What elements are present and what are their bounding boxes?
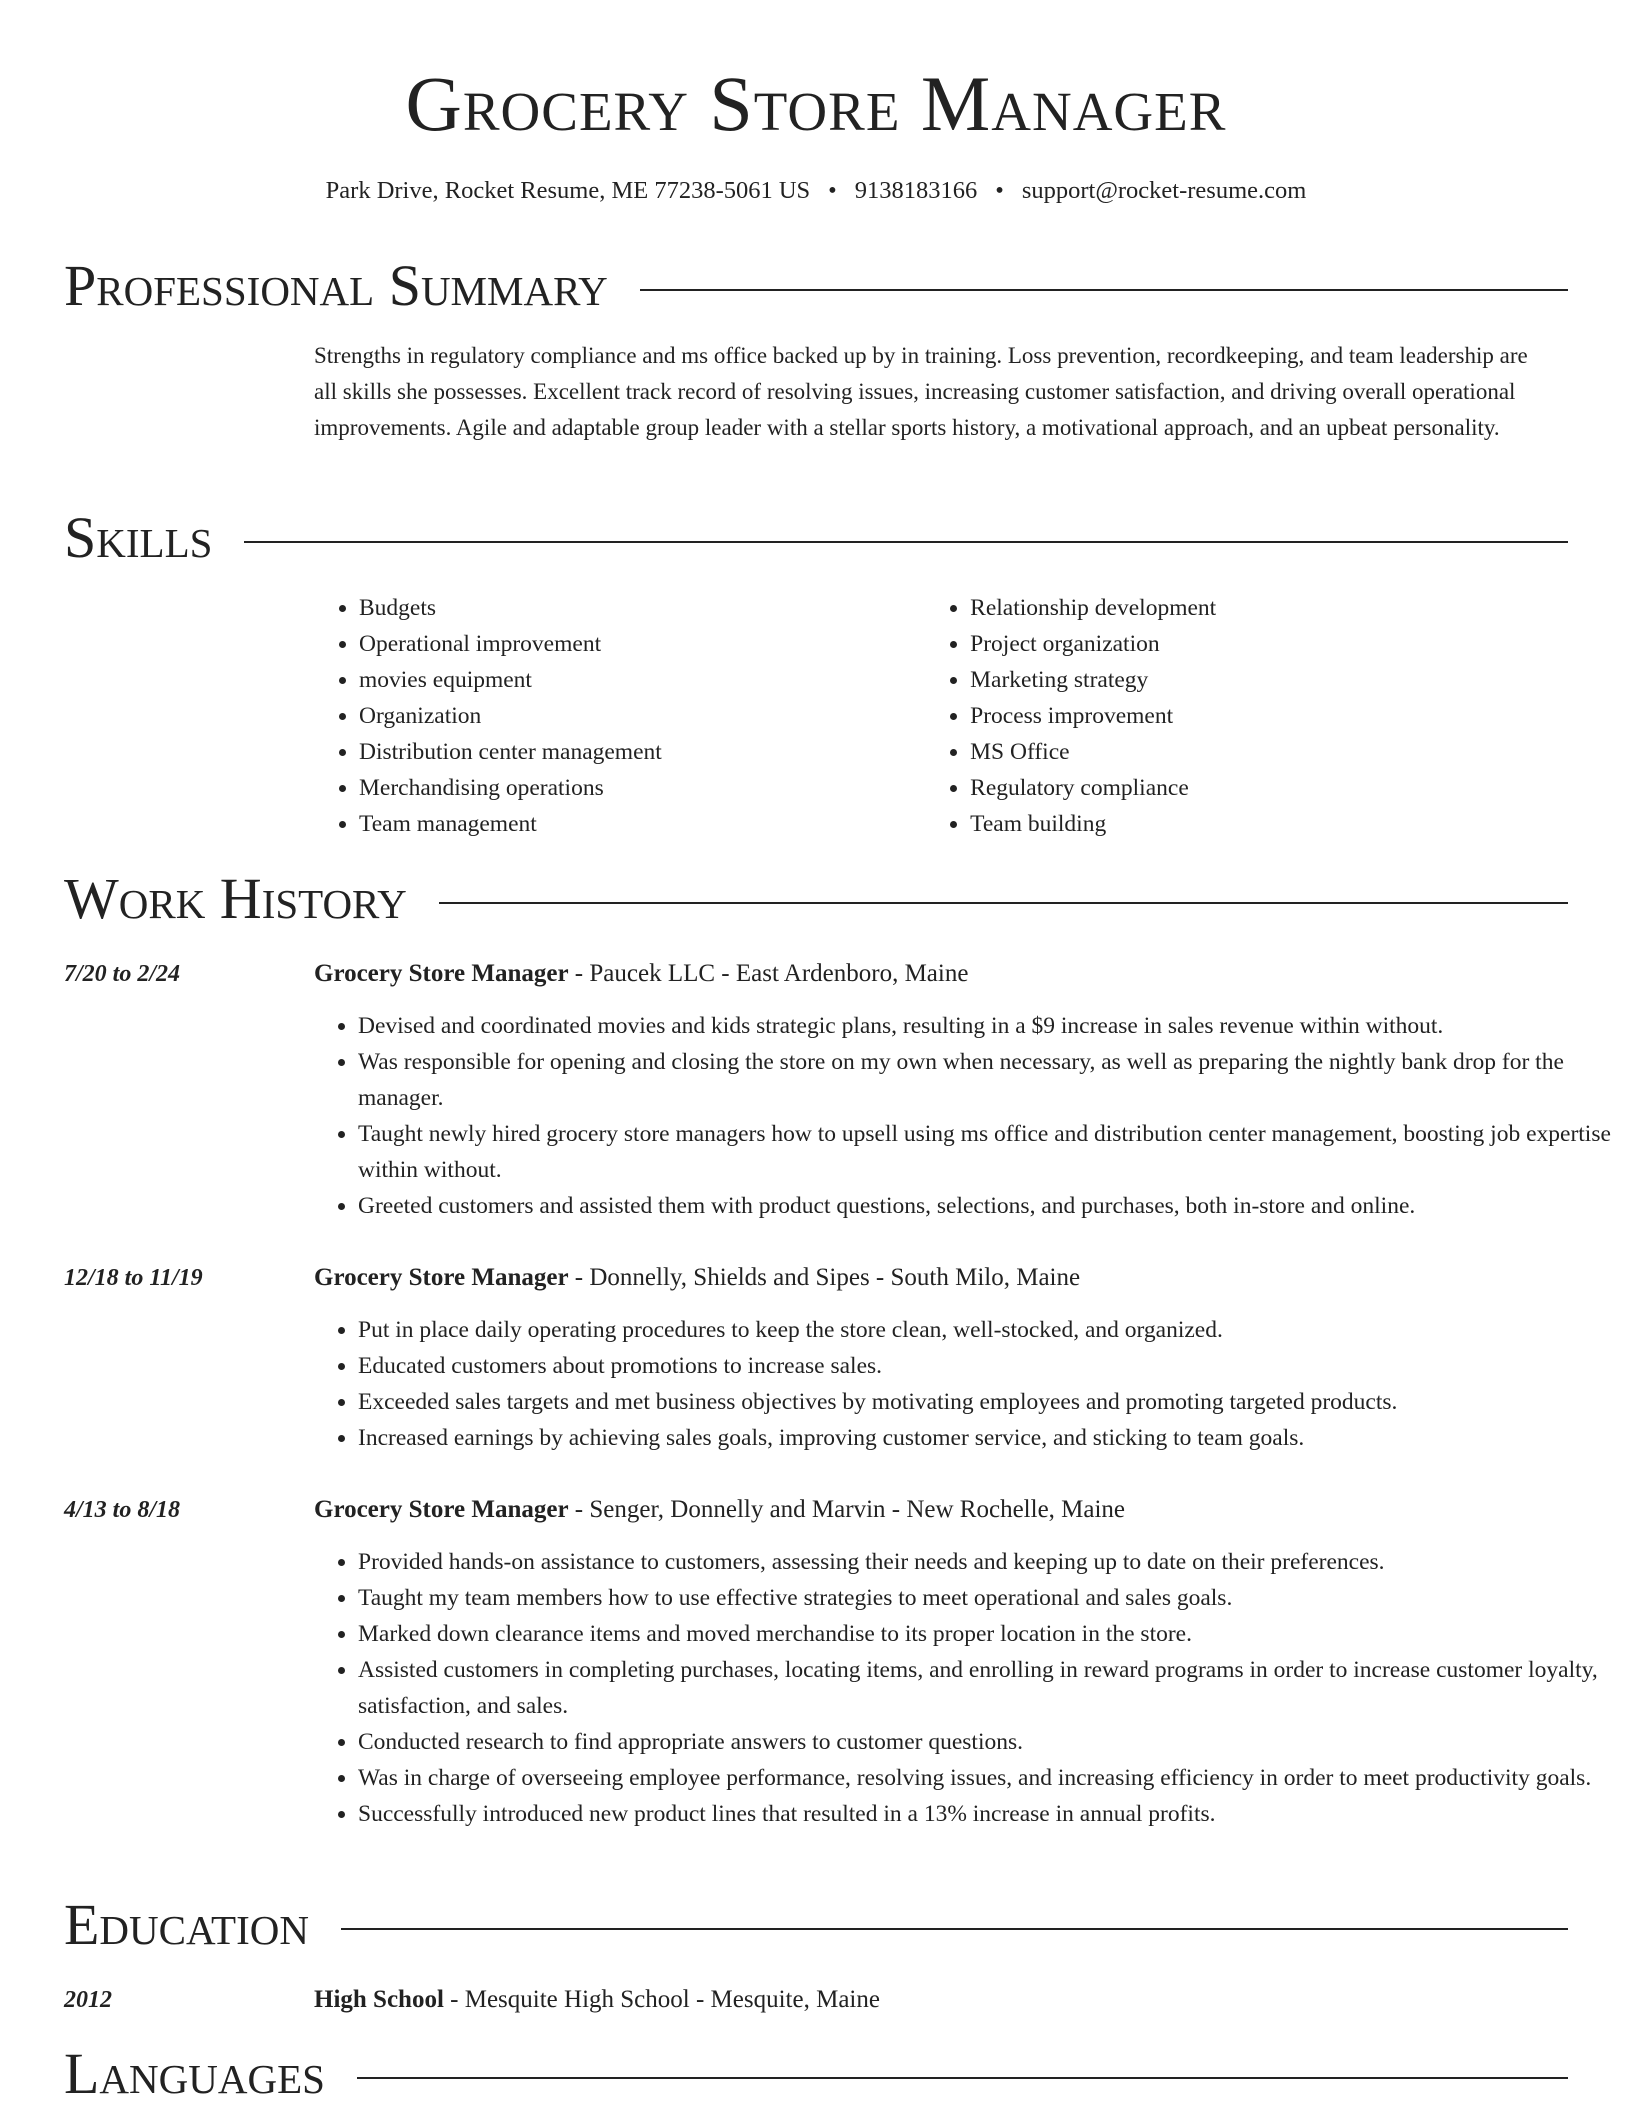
section-header-work-history	[64, 866, 1568, 932]
section-header-skills	[64, 505, 1568, 571]
skill-item: • Merchandising operations	[359, 770, 925, 806]
skill-item: • Regulatory compliance	[970, 770, 1564, 806]
job-duty: • Provided hands-on assistance to customers, assessing their needs and keeping up to date on their preferences.	[358, 1544, 1612, 1580]
section-title-languages: Languages	[64, 2041, 325, 2106]
skill-item: • MS Office	[970, 734, 1564, 770]
job-title-line	[314, 956, 1568, 992]
job-duty: • Exceeded sales targets and met business objectives by motivating employees and promoting targeted products.	[358, 1384, 1612, 1420]
job-duty: • Greeted customers and assisted them with product questions, selections, and purchases, both in-store and online.	[358, 1188, 1612, 1224]
job-title-line	[314, 1492, 1568, 1528]
skill-item: • Marketing strategy	[970, 662, 1564, 698]
job-dates: 12/18 to 11/19	[64, 1265, 203, 1291]
section-title-education: Education	[64, 1892, 309, 1957]
job-duty: • Taught my team members how to use effective strategies to meet operational and sales goals.	[358, 1580, 1612, 1616]
section-divider	[244, 541, 1568, 543]
section-title-work-history: Work History	[64, 866, 407, 931]
section-divider	[439, 902, 1568, 904]
contact-phone: 9138183166	[854, 177, 978, 204]
job-title: Grocery Store Manager	[314, 1496, 569, 1523]
skill-item: • Team management	[359, 806, 925, 842]
job-duty: • Was responsible for opening and closing the store on my own when necessary, as well as preparing the nightly bank drop for the manager.	[358, 1044, 1612, 1116]
skills-column-right	[925, 590, 1564, 842]
job-dates: 7/20 to 2/24	[64, 961, 181, 987]
skill-item: • Team building	[970, 806, 1564, 842]
job-duty: • Conducted research to find appropriate answers to customer questions.	[358, 1724, 1612, 1760]
job-duties	[314, 1544, 1612, 1832]
section-divider	[640, 289, 1568, 291]
section-title-summary: Professional Summary	[64, 253, 608, 318]
job-duty: • Was in charge of overseeing employee performance, resolving issues, and increasing efficiency in order to meet productivity goals.	[358, 1760, 1612, 1796]
professional-summary-text: Strengths in regulatory compliance and ms office backed up by in training. Loss prevention, recordkeeping, and team leadership are all skills she possesses. Excellent track record of resolving issues, increasing customer satisfaction, and driving overall operational improvements. Agile and adaptable group leader with a stellar sports history, a motivational approach, and an upbeat personality.	[314, 343, 1528, 440]
skill-item: • Budgets	[359, 590, 925, 626]
skill-item: • Organization	[359, 698, 925, 734]
job-title-line	[314, 1260, 1568, 1296]
job-duty: • Marked down clearance items and moved merchandise to its proper location in the store.	[358, 1616, 1612, 1652]
job-duty: • Successfully introduced new product lines that resulted in a 13% increase in annual profits.	[358, 1796, 1612, 1832]
skills-column-left	[314, 590, 925, 842]
education-degree: High School	[314, 1986, 444, 2013]
section-divider	[341, 1928, 1568, 1930]
job-employer-location: - Paucek LLC - East Ardenboro, Maine	[568, 960, 969, 987]
education-school-location: - Mesquite High School - Mesquite, Maine	[443, 1986, 880, 2013]
job-dates: 4/13 to 8/18	[64, 1497, 181, 1523]
contact-email: support@rocket-resume.com	[1021, 177, 1307, 204]
skill-item: • Process improvement	[970, 698, 1564, 734]
skill-item: • Project organization	[970, 626, 1564, 662]
job-employer-location: - Donnelly, Shields and Sipes - South Milo, Maine	[568, 1264, 1081, 1291]
skill-item: • Relationship development	[970, 590, 1564, 626]
skill-item: • Distribution center management	[359, 734, 925, 770]
job-duty: • Educated customers about promotions to increase sales.	[358, 1348, 1612, 1384]
job-title: Grocery Store Manager	[314, 1264, 569, 1291]
candidate-name: Grocery Store Manager	[405, 60, 1227, 147]
education-line	[314, 1982, 1568, 2018]
section-divider	[357, 2077, 1568, 2079]
job-duties	[314, 1312, 1612, 1456]
contact-line	[0, 174, 1632, 208]
skill-item: • Operational improvement	[359, 626, 925, 662]
job-employer-location: - Senger, Donnelly and Marvin - New Rochelle, Maine	[568, 1496, 1126, 1523]
job-duty: • Taught newly hired grocery store managers how to upsell using ms office and distribution center management, boosting job expertise within without.	[358, 1116, 1612, 1188]
job-duty: • Devised and coordinated movies and kids strategic plans, resulting in a $9 increase in sales revenue within without.	[358, 1008, 1612, 1044]
job-duties	[314, 1008, 1612, 1224]
job-duty: • Put in place daily operating procedures to keep the store clean, well-stocked, and organized.	[358, 1312, 1612, 1348]
job-duty: • Increased earnings by achieving sales goals, improving customer service, and sticking to team goals.	[358, 1420, 1612, 1456]
section-title-skills: Skills	[64, 505, 213, 570]
skills-list	[314, 590, 1564, 842]
job-title: Grocery Store Manager	[314, 960, 569, 987]
section-header-education	[64, 1892, 1568, 1958]
skill-item: • movies equipment	[359, 662, 925, 698]
section-header-summary	[64, 253, 1568, 319]
contact-separator: •	[995, 177, 1004, 204]
section-header-languages	[64, 2041, 1568, 2107]
education-year: 2012	[64, 1987, 112, 2013]
contact-separator: •	[828, 177, 837, 204]
job-duty: • Assisted customers in completing purchases, locating items, and enrolling in reward programs in order to increase customer loyalty, satisfaction, and sales.	[358, 1652, 1612, 1724]
contact-address: Park Drive, Rocket Resume, ME 77238-5061 US	[325, 177, 811, 204]
